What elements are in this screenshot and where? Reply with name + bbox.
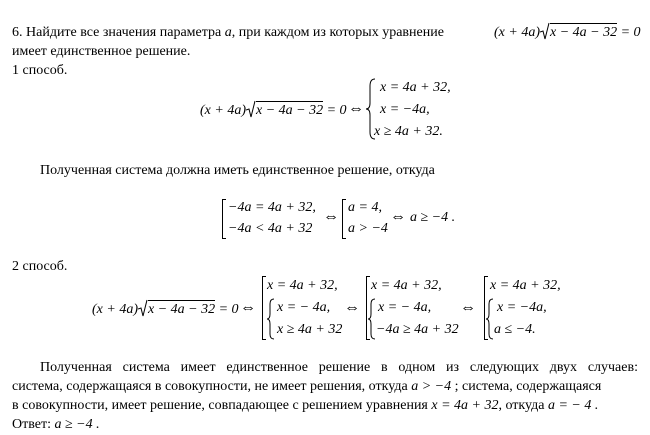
method2-paragraph-line1: Полученная система имеет единственное решение в одном из следующих двух случаев: xyxy=(40,360,638,375)
answer-label: Ответ: xyxy=(12,417,51,432)
problem-number: 6. xyxy=(12,25,23,40)
equiv-arrow-3: ⇔ xyxy=(390,208,406,225)
step3-brace xyxy=(486,298,494,340)
method1-equation: (x + 4a) x − 4a − 32 = 0 xyxy=(200,103,347,118)
step1-sys-2: x ≥ 4a + 32 xyxy=(277,322,343,337)
equiv-arrow-2: ⇔ xyxy=(323,208,339,225)
equiv-arrow-5: ⇔ xyxy=(344,299,360,316)
result-1: a = 4, xyxy=(348,200,382,215)
system-line-1: x = 4a + 32, xyxy=(380,80,451,95)
step3-sys-2: a ≤ −4. xyxy=(494,322,536,337)
system-line-2: x = −4a, xyxy=(380,102,430,117)
method2-title: 2 способ. xyxy=(12,259,68,274)
problem-text-b: , при каждом из которых уравнение xyxy=(231,25,444,40)
equiv-arrow-4: ⇔ xyxy=(240,299,256,316)
step2-sys-2: −4a ≥ 4a + 32 xyxy=(376,322,459,337)
step3-sys-1: x = −4a, xyxy=(497,300,547,315)
system-line-3: x ≥ 4a + 32. xyxy=(374,124,443,139)
method1-paragraph: Полученная система должна иметь единственное решение, откуда xyxy=(40,163,435,178)
problem-line2: имеет единственное решение. xyxy=(12,44,191,59)
step2-brace xyxy=(368,298,376,340)
answer-value: a ≥ −4 . xyxy=(54,417,100,432)
method2-equation: (x + 4a) x − 4a − 32 = 0 xyxy=(92,302,239,317)
equiv-arrow: ⇔ xyxy=(348,100,364,117)
conditions-bracket xyxy=(222,199,226,239)
method2-paragraph-line3: в совокупности, имеет решение, совпадающее с решением уравнения x = 4a + 32, откуда a = − 4 . xyxy=(12,398,599,413)
method1-final: a ≥ −4 . xyxy=(410,210,456,225)
step2-top: x = 4a + 32, xyxy=(371,278,442,293)
equiv-arrow-6: ⇔ xyxy=(460,299,476,316)
problem-line1 xyxy=(12,25,444,41)
step1-bracket xyxy=(262,276,266,340)
answer xyxy=(12,417,100,433)
result-2: a > −4 xyxy=(348,221,388,236)
step1-sys-1: x = − 4a, xyxy=(277,300,331,315)
problem-text: Найдите все значения параметра xyxy=(26,25,222,40)
step1-top: x = 4a + 32, xyxy=(267,278,338,293)
result-bracket xyxy=(342,199,346,239)
step3-top: x = 4a + 32, xyxy=(490,278,561,293)
problem-equation: (x + 4a) x − 4a − 32 = 0 xyxy=(494,25,641,40)
step1-brace xyxy=(267,298,275,340)
condition-1: −4a = 4a + 32, xyxy=(228,200,316,215)
method1-title: 1 способ. xyxy=(12,63,68,78)
condition-2: −4a < 4a + 32 xyxy=(228,221,313,236)
step2-sys-1: x = − 4a, xyxy=(378,300,432,315)
param-a: a xyxy=(224,25,232,40)
method2-paragraph-line2: система, содержащаяся в совокупности, не имеет решения, откуда a > −4 ; система, содержащаяся xyxy=(12,379,602,394)
